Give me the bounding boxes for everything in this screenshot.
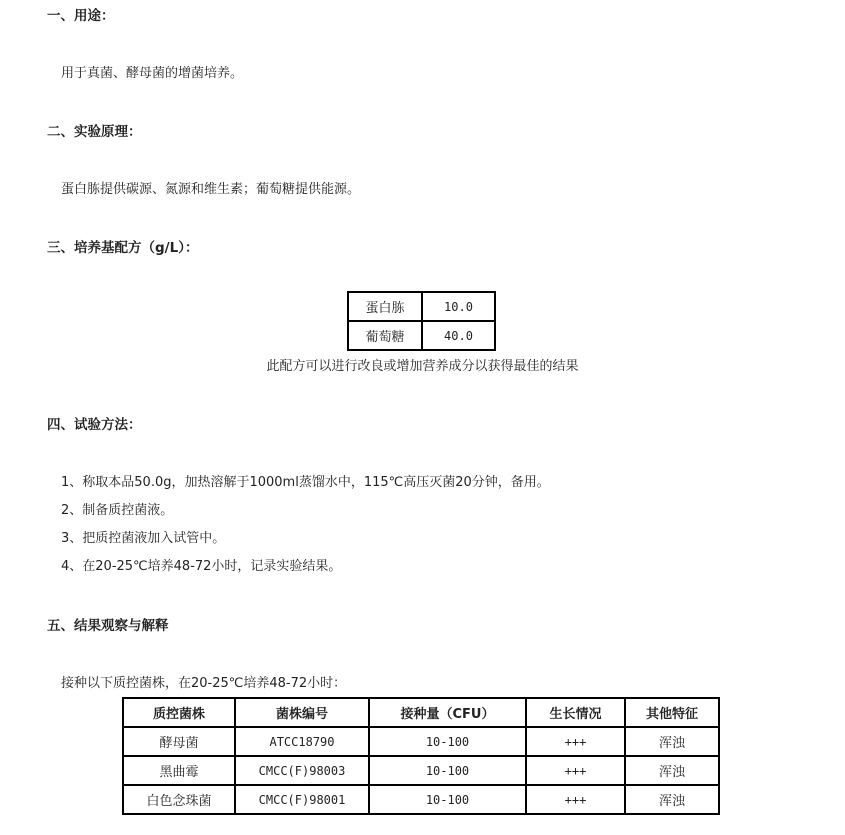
results-intro: 接种以下质控菌株，在20-25℃培养48-72小时： — [61, 676, 347, 691]
column-header: 质控菌株 — [123, 698, 235, 727]
strain-id: ATCC18790 — [235, 727, 369, 756]
method-step: 1、称取本品50.0g，加热溶解于1000ml蒸馏水中，115℃高压灭菌20分钟，备用。 — [61, 475, 550, 490]
section-heading-formula: 三、培养基配方（g/L）： — [47, 240, 199, 256]
qc-strain-table — [122, 697, 720, 815]
formula-value: 40.0 — [422, 321, 495, 350]
column-header: 接种量（CFU） — [369, 698, 526, 727]
inoculum: 10-100 — [369, 727, 526, 756]
strain-name: 黑曲霉 — [123, 756, 235, 785]
growth: +++ — [526, 785, 625, 814]
method-step: 2、制备质控菌液。 — [61, 503, 174, 518]
table-row — [348, 321, 495, 350]
other-feature: 浑浊 — [625, 727, 719, 756]
other-feature: 浑浊 — [625, 785, 719, 814]
other-feature: 浑浊 — [625, 756, 719, 785]
formula-note: 此配方可以进行改良或增加营养成分以获得最佳的结果 — [266, 359, 579, 374]
section-heading-results: 五、结果观察与解释 — [47, 618, 169, 634]
formula-table — [347, 291, 496, 351]
table-header-row — [123, 698, 719, 727]
strain-name: 白色念珠菌 — [123, 785, 235, 814]
formula-value: 10.0 — [422, 292, 495, 321]
strain-id: CMCC(F)98001 — [235, 785, 369, 814]
section-heading-principle: 二、实验原理： — [47, 124, 142, 140]
strain-name: 酵母菌 — [123, 727, 235, 756]
column-header: 菌株编号 — [235, 698, 369, 727]
growth: +++ — [526, 727, 625, 756]
formula-ingredient: 葡萄糖 — [348, 321, 422, 350]
inoculum: 10-100 — [369, 756, 526, 785]
table-row — [123, 785, 719, 814]
table-row — [123, 727, 719, 756]
method-step: 4、在20-25℃培养48-72小时，记录实验结果。 — [61, 559, 342, 574]
table-row — [123, 756, 719, 785]
strain-id: CMCC(F)98003 — [235, 756, 369, 785]
method-step: 3、把质控菌液加入试管中。 — [61, 531, 226, 546]
formula-ingredient: 蛋白胨 — [348, 292, 422, 321]
growth: +++ — [526, 756, 625, 785]
column-header: 生长情况 — [526, 698, 625, 727]
usage-text: 用于真菌、酵母菌的增菌培养。 — [61, 66, 244, 81]
principle-text: 蛋白胨提供碳源、氮源和维生素；葡萄糖提供能源。 — [61, 182, 361, 197]
table-row — [348, 292, 495, 321]
section-heading-usage: 一、用途： — [47, 8, 115, 24]
inoculum: 10-100 — [369, 785, 526, 814]
section-heading-method: 四、试验方法： — [47, 417, 142, 433]
column-header: 其他特征 — [625, 698, 719, 727]
